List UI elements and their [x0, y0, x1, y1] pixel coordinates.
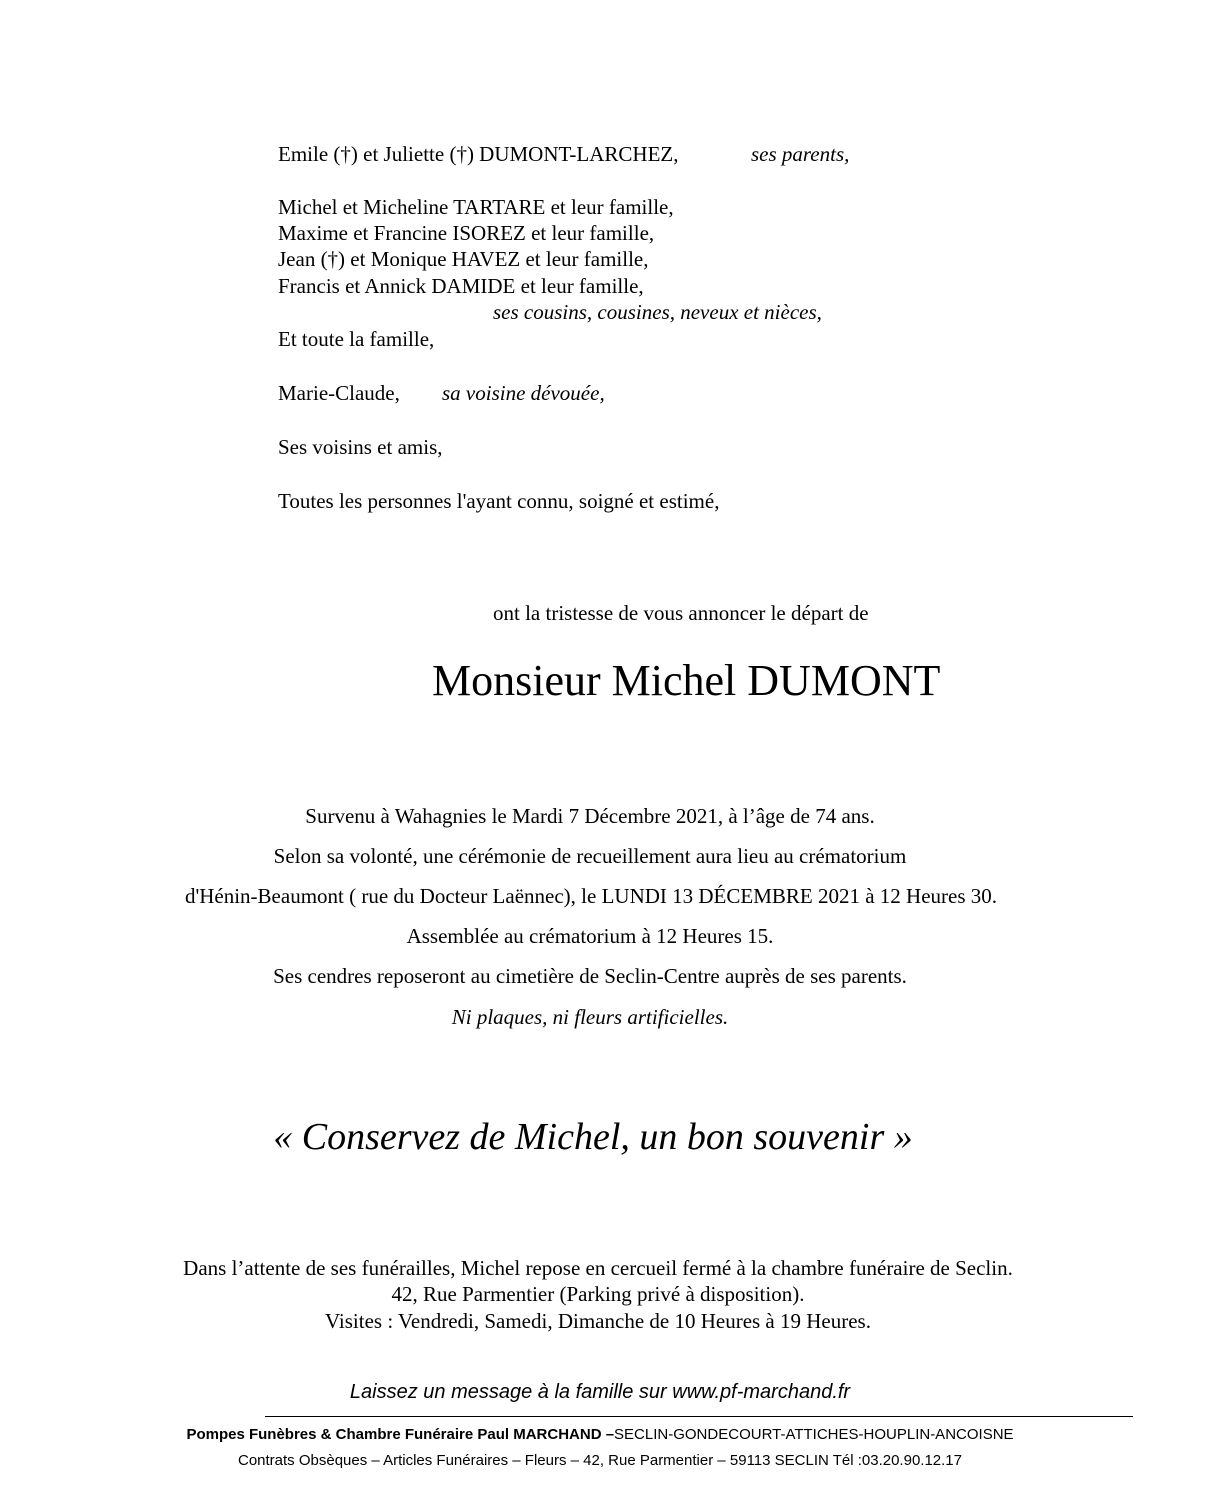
neighbor-name: Marie-Claude, [278, 381, 400, 405]
parents-role: ses parents, [751, 142, 850, 166]
repose-line-2: 42, Rue Parmentier (Parking privé à disposition). [391, 1282, 805, 1306]
deceased-name: Monsieur Michel DUMONT [432, 656, 941, 705]
whole-family: Et toute la famille, [278, 327, 435, 351]
no-flowers-note: Ni plaques, ni fleurs artificielles. [451, 1005, 729, 1029]
message-line: Laissez un message à la famille sur www.pf-marchand.fr [349, 1381, 851, 1403]
neighbors-friends: Ses voisins et amis, [278, 435, 443, 459]
repose-line-1: Dans l’attente de ses funérailles, Michel repose en cercueil fermé à la chambre funéraire de Seclin. [183, 1256, 1013, 1280]
announcement-intro: ont la tristesse de vous annoncer le départ de [493, 601, 869, 625]
death-info: Survenu à Wahagnies le Mardi 7 Décembre 2021, à l’âge de 74 ans. [305, 804, 875, 828]
footer-company-name: Pompes Funèbres & Chambre Funéraire Paul MARCHAND – [186, 1426, 615, 1443]
ashes-info: Ses cendres reposeront au cimetière de Seclin-Centre auprès de ses parents. [273, 964, 907, 988]
neighbor-role: sa voisine dévouée, [442, 381, 605, 405]
footer-company-line [0, 1424, 1207, 1446]
cousin-line: Jean (†) et Monique HAVEZ et leur famille, [278, 247, 649, 271]
footer-divider [265, 1416, 1133, 1417]
repose-line-3: Visites : Vendredi, Samedi, Dimanche de 10 Heures à 19 Heures. [325, 1309, 871, 1333]
everyone-line: Toutes les personnes l'ayant connu, soigné et estimé, [278, 489, 720, 513]
parents-names: Emile (†) et Juliette (†) DUMONT-LARCHEZ, [278, 142, 679, 166]
cousin-line: Michel et Micheline TARTARE et leur famille, [278, 195, 674, 219]
parents-line [278, 141, 679, 167]
cousin-line: Maxime et Francine ISOREZ et leur famille, [278, 221, 655, 245]
assembly-info: Assemblée au crématorium à 12 Heures 15. [406, 924, 774, 948]
footer-company-towns: SECLIN-GONDECOURT-ATTICHES-HOUPLIN-ANCOISNE [614, 1426, 1014, 1443]
ceremony-line-1: Selon sa volonté, une cérémonie de recueillement aura lieu au crématorium [273, 844, 907, 868]
memorial-quote: « Conservez de Michel, un bon souvenir » [273, 1116, 913, 1158]
footer-services-line: Contrats Obsèques – Articles Funéraires – Fleurs – 42, Rue Parmentier – 59113 SECLIN Tél :03.20.90.12.17 [237, 1452, 962, 1469]
cousin-line: Francis et Annick DAMIDE et leur famille, [278, 274, 644, 298]
ceremony-line-2: d'Hénin-Beaumont ( rue du Docteur Laënnec), le LUNDI 13 DÉCEMBRE 2021 à 12 Heures 30. [184, 884, 998, 908]
cousins-role: ses cousins, cousines, neveux et nièces, [493, 300, 822, 324]
